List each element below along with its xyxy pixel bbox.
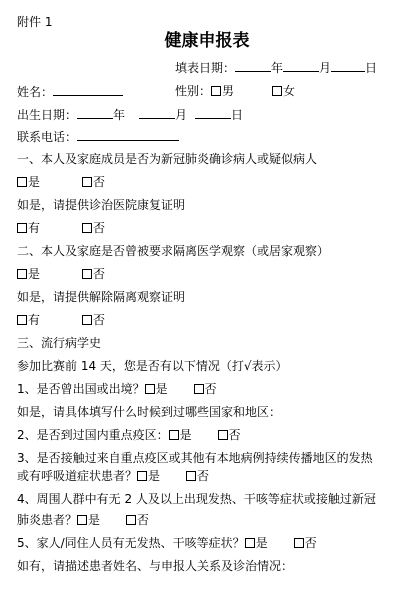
checkbox-icon[interactable] <box>169 430 179 440</box>
question-2: 二、本人及家庭是否曾被要求隔离医学观察（或居家观察） <box>17 244 330 258</box>
q3-item-3-line-1: 3、是否接触过来自重点疫区或其他有本地病例持续传播地区的发热 <box>17 451 373 465</box>
phone-row <box>17 128 179 145</box>
q3-item-5-no-option[interactable] <box>294 535 317 551</box>
q3-item-1-text: 1、是否曾出国或出境？ <box>17 382 145 396</box>
q3-item-3-no-label: 否 <box>197 469 210 483</box>
q3-item-3-line-2 <box>17 468 209 484</box>
q3-item-5-text: 5、家人/同住人员有无发热、干咳等症状？ <box>17 536 245 550</box>
gender-male-option[interactable] <box>211 83 234 99</box>
fill-date-month-unit: 月 <box>319 61 332 75</box>
checkbox-icon[interactable] <box>126 515 136 525</box>
q3-item-1-yes-option[interactable] <box>145 381 168 397</box>
gender-row <box>175 83 295 99</box>
checkbox-icon[interactable] <box>137 471 147 481</box>
birth-month-field[interactable] <box>139 106 175 119</box>
birth-day-unit: 日 <box>231 108 244 122</box>
checkbox-icon[interactable] <box>82 315 92 325</box>
q3-item-4-no-option[interactable] <box>126 512 149 528</box>
question-3-intro: 参加比赛前 14 天，您是否有以下情况（打√表示） <box>17 359 288 373</box>
question-1-options <box>17 174 105 190</box>
fill-date-month-field[interactable] <box>283 59 319 72</box>
q3-item-3-text: 或有呼吸道症状患者？ <box>17 469 138 483</box>
checkbox-icon[interactable] <box>272 86 282 96</box>
q3-item-4-no-label: 否 <box>137 513 150 527</box>
q1-not-option[interactable] <box>82 220 105 236</box>
question-1: 一、本人及家庭成员是否为新冠肺炎确诊病人或疑似病人 <box>17 152 318 166</box>
fill-date-year-field[interactable] <box>235 59 271 72</box>
checkbox-icon[interactable] <box>294 538 304 548</box>
name-field[interactable] <box>53 83 123 96</box>
q2-not-option[interactable] <box>82 312 105 328</box>
q1-no-option[interactable] <box>82 174 105 190</box>
checkbox-icon[interactable] <box>17 269 27 279</box>
checkbox-icon[interactable] <box>77 515 87 525</box>
phone-field[interactable] <box>77 128 179 141</box>
q3-item-2-yes-option[interactable] <box>169 427 192 443</box>
q3-item-1-followup: 如是，请具体填写什么时候到过哪些国家和地区： <box>17 405 282 419</box>
q2-yes-label: 是 <box>28 267 41 281</box>
name-label: 姓名： <box>17 85 54 99</box>
checkbox-icon[interactable] <box>17 315 27 325</box>
question-1-proof-options <box>17 220 105 236</box>
birth-label: 出生日期： <box>17 108 78 122</box>
q3-item-4-line-1: 4、周围人群中有无 2 人及以上出现发热、干咳等症状或接触过新冠 <box>17 492 376 506</box>
checkbox-icon[interactable] <box>211 86 221 96</box>
attachment-label: 附件 1 <box>17 15 53 29</box>
q2-no-label: 否 <box>93 267 106 281</box>
checkbox-icon[interactable] <box>194 384 204 394</box>
q3-item-2-no-label: 否 <box>228 428 241 442</box>
q1-have-option[interactable] <box>17 220 40 236</box>
name-row <box>17 83 123 100</box>
gender-male-label: 男 <box>222 84 235 98</box>
fill-date-row <box>175 59 377 76</box>
birth-year-field[interactable] <box>77 106 113 119</box>
q3-item-5-yes-label: 是 <box>255 536 268 550</box>
q3-item-4-yes-option[interactable] <box>77 512 100 528</box>
q3-item-2 <box>17 427 241 443</box>
checkbox-icon[interactable] <box>17 223 27 233</box>
question-1-followup: 如是，请提供诊治医院康复证明 <box>17 198 186 212</box>
gender-female-option[interactable] <box>272 83 295 99</box>
q3-item-2-no-option[interactable] <box>218 427 241 443</box>
q1-yes-option[interactable] <box>17 174 40 190</box>
checkbox-icon[interactable] <box>218 430 228 440</box>
q3-item-1-no-option[interactable] <box>194 381 217 397</box>
q3-item-4-yes-label: 是 <box>88 513 101 527</box>
checkbox-icon[interactable] <box>82 269 92 279</box>
q3-item-1-no-label: 否 <box>204 382 217 396</box>
checkbox-icon[interactable] <box>82 177 92 187</box>
fill-date-day-unit: 日 <box>365 61 378 75</box>
birth-month-unit: 月 <box>175 108 188 122</box>
q3-item-5-no-label: 否 <box>304 536 317 550</box>
birth-row <box>17 106 243 123</box>
q3-item-4-line-2 <box>17 512 149 528</box>
checkbox-icon[interactable] <box>82 223 92 233</box>
q2-yes-option[interactable] <box>17 266 40 282</box>
q2-no-option[interactable] <box>82 266 105 282</box>
q3-item-4-text: 肺炎患者？ <box>17 513 78 527</box>
question-3: 三、流行病学史 <box>17 336 102 350</box>
q1-not-label: 否 <box>93 221 106 235</box>
q3-item-3-yes-option[interactable] <box>137 468 160 484</box>
checkbox-icon[interactable] <box>17 177 27 187</box>
q1-have-label: 有 <box>28 221 41 235</box>
q3-item-1-yes-label: 是 <box>155 382 168 396</box>
question-2-options <box>17 266 105 282</box>
q3-item-3-yes-label: 是 <box>148 469 161 483</box>
q1-yes-label: 是 <box>28 175 41 189</box>
q2-have-label: 有 <box>28 313 41 327</box>
q2-not-label: 否 <box>93 313 106 327</box>
fill-date-label: 填表日期： <box>175 61 236 75</box>
q3-item-1 <box>17 381 217 397</box>
page-title: 健康申报表 <box>164 31 250 51</box>
gender-label: 性别： <box>175 84 212 98</box>
q3-item-2-text: 2、是否到过国内重点疫区： <box>17 428 169 442</box>
phone-label: 联系电话： <box>17 130 78 144</box>
q3-item-5 <box>17 535 317 551</box>
fill-date-day-field[interactable] <box>331 59 365 72</box>
checkbox-icon[interactable] <box>145 384 155 394</box>
q2-have-option[interactable] <box>17 312 40 328</box>
checkbox-icon[interactable] <box>186 471 196 481</box>
checkbox-icon[interactable] <box>245 538 255 548</box>
q3-item-5-followup: 如有，请描述患者姓名、与申报人关系及诊治情况： <box>17 559 294 573</box>
birth-year-unit: 年 <box>113 108 126 122</box>
q3-item-3-no-option[interactable] <box>186 468 209 484</box>
question-2-followup: 如是，请提供解除隔离观察证明 <box>17 290 186 304</box>
q3-item-5-yes-option[interactable] <box>245 535 268 551</box>
birth-day-field[interactable] <box>195 106 231 119</box>
fill-date-year-unit: 年 <box>271 61 284 75</box>
q1-no-label: 否 <box>93 175 106 189</box>
q3-item-2-yes-label: 是 <box>179 428 192 442</box>
gender-female-label: 女 <box>283 84 296 98</box>
question-2-proof-options <box>17 312 105 328</box>
